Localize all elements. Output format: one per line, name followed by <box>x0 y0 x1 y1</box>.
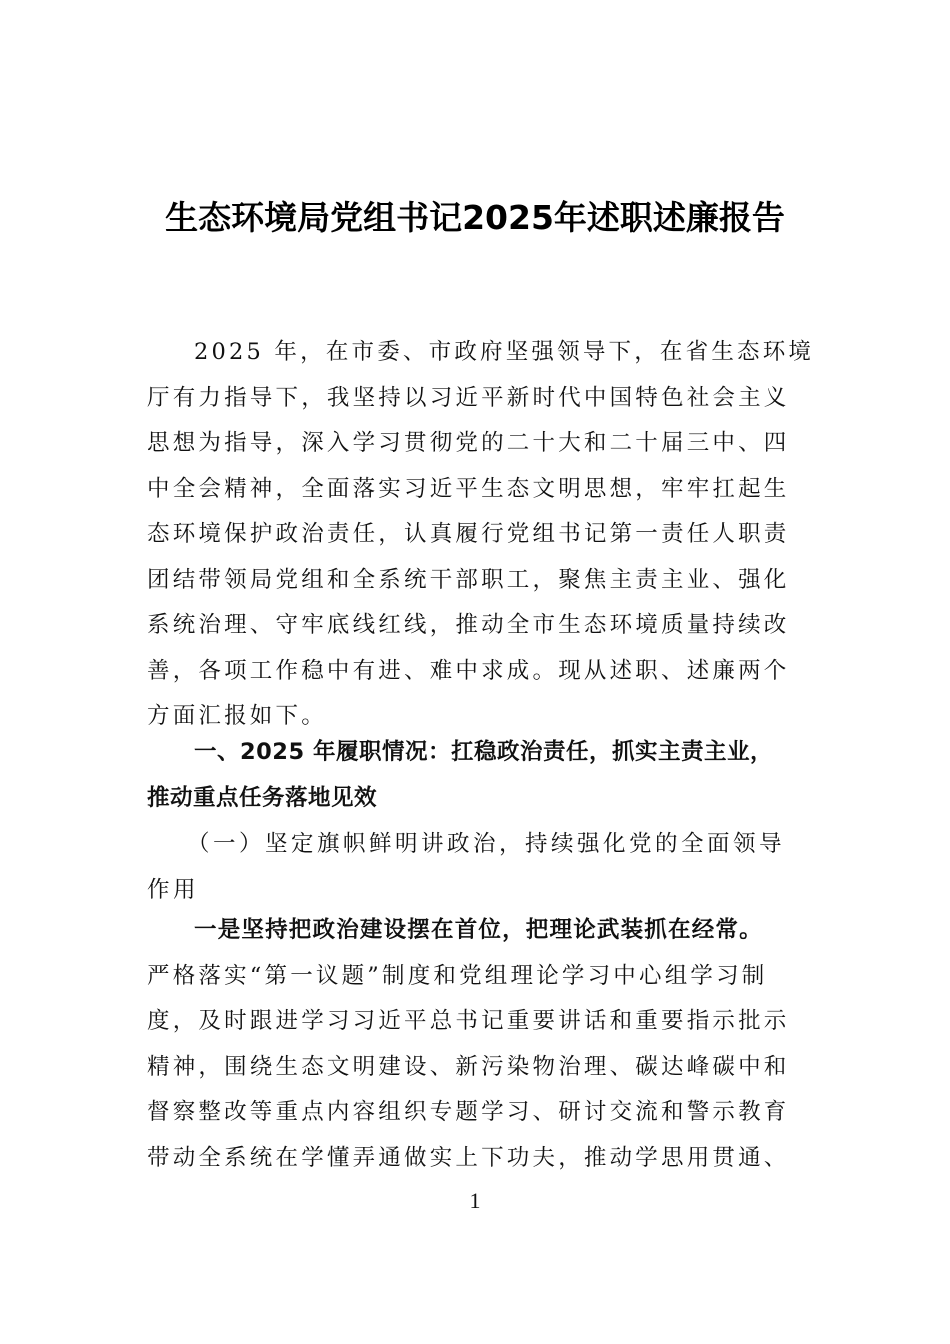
text-line: 系统治理、守牢底线红线，推动全市生态环境质量持续改 <box>147 612 790 638</box>
document-title: 生态环境局党组书记2025年述职述廉报告 <box>165 198 785 237</box>
text-line: 中全会精神，全面落实习近平生态文明思想，牢牢扛起生 <box>147 475 790 502</box>
intro-paragraph <box>147 330 815 740</box>
heading-line: （一）坚定旗帜鲜明讲政治，持续强化党的全面领导 <box>187 831 786 857</box>
text-line: 善，各项工作稳中有进、难中求成。现从述职、述廉两个 <box>147 657 790 684</box>
point-paragraph <box>147 908 807 1181</box>
text-line: 思想为指导，深入学习贯彻党的二十大和二十届三中、四 <box>147 430 790 456</box>
text-line: 方面汇报如下。 <box>147 703 327 729</box>
text-line: 度，及时跟进学习习近平总书记重要讲话和重要指示批示 <box>147 1008 790 1034</box>
heading-line: 作用 <box>147 876 200 903</box>
text-line: 2025 年，在市委、市政府坚强领导下，在省生态环境 <box>194 339 815 365</box>
text-line: 态环境保护政治责任，认真履行党组书记第一责任人职责 <box>147 521 790 547</box>
heading-line: 一、2025 年履职情况：扛稳政治责任，抓实主责主业， <box>194 739 773 765</box>
text-line: 精神，围绕生态文明建设、新污染物治理、碳达峰碳中和 <box>147 1053 790 1080</box>
point-lead: 一是坚持把政治建设摆在首位，把理论武装抓在经常。 <box>194 917 763 943</box>
text-line: 督察整改等重点内容组织专题学习、研讨交流和警示教育 <box>147 1099 790 1125</box>
section-heading <box>147 730 807 821</box>
text-line: 团结带领局党组和全系统干部职工，聚焦主责主业、强化 <box>147 566 790 593</box>
text-line: 严格落实“第一议题”制度和党组理论学习中心组学习制 <box>147 962 768 989</box>
text-line: 厅有力指导下，我坚持以习近平新时代中国特色社会主义 <box>147 384 790 411</box>
text-line: 带动全系统在学懂弄通做实上下功夫，推动学思用贯通、 <box>147 1144 790 1171</box>
heading-line: 推动重点任务落地见效 <box>147 784 378 811</box>
subsection-heading <box>147 822 807 913</box>
page-number: 1 <box>469 1188 481 1213</box>
